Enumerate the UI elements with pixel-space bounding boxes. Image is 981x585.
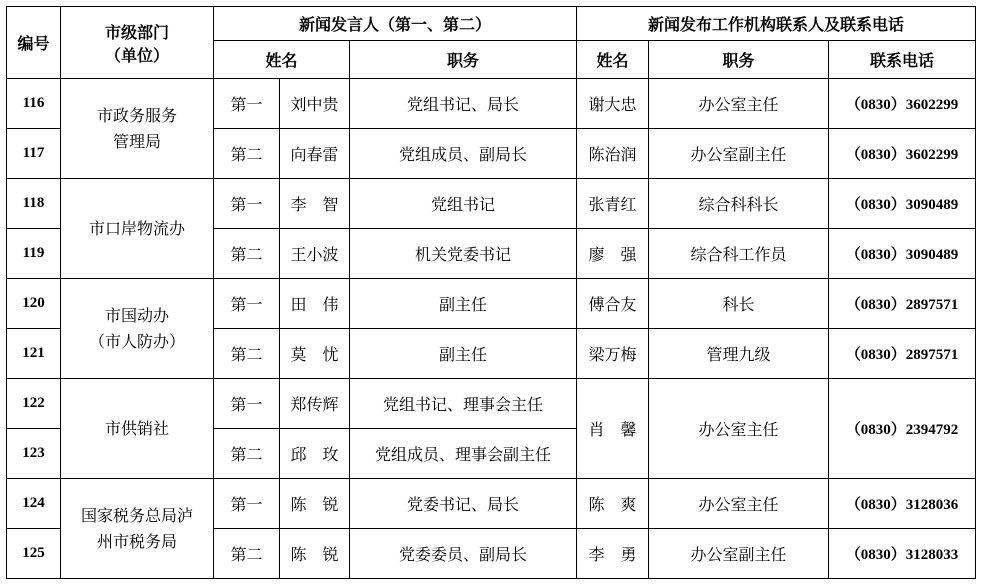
contact-name: 傅合友 [577,279,649,329]
spokesperson-position: 党组书记、局长 [350,79,577,129]
contact-phone: （0830）3128033 [829,529,976,579]
department-line: 市供销社 [104,418,169,438]
spokesperson-position: 党组书记 [350,179,577,229]
department-line: 市政务服务 [96,105,177,125]
spokesperson-name: 莫 忧 [280,329,350,379]
header-no: 编号 [7,7,61,79]
spokesperson-name: 邱 玫 [280,429,350,479]
department-cell [61,479,214,579]
spokesperson-order: 第一 [214,279,280,329]
contact-phone: （0830）3090489 [829,179,976,229]
row-number: 117 [7,129,61,179]
contact-name: 陈 爽 [577,479,649,529]
department-line: 市口岸物流办 [88,218,185,238]
spokesperson-position: 副主任 [350,279,577,329]
spokesperson-position: 党组成员、理事会副主任 [350,429,577,479]
department-line: （市人防办） [88,331,185,351]
table-row [7,79,976,129]
row-number: 124 [7,479,61,529]
contact-name: 肖 馨 [577,379,649,479]
header-contact-position: 职务 [649,41,829,79]
header-position: 职务 [350,41,577,79]
table-row [7,179,976,229]
table-row [7,479,976,529]
spokesperson-order: 第一 [214,479,280,529]
row-number: 125 [7,529,61,579]
spokesperson-order: 第二 [214,329,280,379]
row-number: 123 [7,429,61,479]
contact-position: 办公室副主任 [649,129,829,179]
row-number: 120 [7,279,61,329]
spokesperson-order: 第二 [214,229,280,279]
spokesperson-order: 第二 [214,529,280,579]
contact-phone: （0830）3602299 [829,79,976,129]
contact-position: 综合科科长 [649,179,829,229]
row-number: 116 [7,79,61,129]
row-number: 121 [7,329,61,379]
spokesperson-position: 副主任 [350,329,577,379]
department-line: 国家税务总局泸 [80,505,193,525]
spokesperson-order: 第二 [214,129,280,179]
spokesperson-name: 王小波 [280,229,350,279]
contact-phone: （0830）2897571 [829,329,976,379]
contact-position: 科长 [649,279,829,329]
row-number: 118 [7,179,61,229]
spokesperson-name: 刘中贵 [280,79,350,129]
contact-name: 谢大忠 [577,79,649,129]
contact-position: 综合科工作员 [649,229,829,279]
header-spokesperson-group: 新闻发言人（第一、第二） [214,7,577,41]
contact-name: 李 勇 [577,529,649,579]
spokesperson-table-container [6,6,976,579]
spokesperson-name: 郑传辉 [280,379,350,429]
contact-name: 廖 强 [577,229,649,279]
spokesperson-position: 党委委员、副局长 [350,529,577,579]
department-cell [61,279,214,379]
header-contact-name: 姓名 [577,41,649,79]
row-number: 122 [7,379,61,429]
contact-phone: （0830）2897571 [829,279,976,329]
table-row [7,379,976,429]
header-dept-line2: （单位） [104,45,169,65]
contact-name: 陈治润 [577,129,649,179]
spokesperson-name: 田 伟 [280,279,350,329]
department-line: 管理局 [112,131,161,151]
spokesperson-name: 李 智 [280,179,350,229]
spokesperson-order: 第一 [214,379,280,429]
contact-position: 办公室主任 [649,379,829,479]
department-cell [61,179,214,279]
spokesperson-name: 陈 锐 [280,479,350,529]
contact-phone: （0830）3128036 [829,479,976,529]
spokesperson-order: 第一 [214,79,280,129]
contact-name: 张青红 [577,179,649,229]
contact-name: 梁万梅 [577,329,649,379]
header-name: 姓名 [214,41,350,79]
spokesperson-position: 党委书记、局长 [350,479,577,529]
spokesperson-name: 向春雷 [280,129,350,179]
spokesperson-table [6,6,976,579]
header-contact-group: 新闻发布工作机构联系人及联系电话 [577,7,976,41]
header-dept-line1: 市级部门 [104,22,169,42]
contact-phone: （0830）2394792 [829,379,976,479]
department-cell [61,79,214,179]
department-line: 州市税务局 [96,531,177,551]
spokesperson-position: 机关党委书记 [350,229,577,279]
contact-phone: （0830）3602299 [829,129,976,179]
department-line: 市国动办 [104,305,169,325]
spokesperson-order: 第二 [214,429,280,479]
contact-position: 管理九级 [649,329,829,379]
department-cell [61,379,214,479]
spokesperson-position: 党组成员、副局长 [350,129,577,179]
contact-position: 办公室主任 [649,479,829,529]
contact-position: 办公室主任 [649,79,829,129]
header-phone: 联系电话 [829,41,976,79]
spokesperson-position: 党组书记、理事会主任 [350,379,577,429]
spokesperson-name: 陈 锐 [280,529,350,579]
contact-phone: （0830）3090489 [829,229,976,279]
table-row [7,279,976,329]
row-number: 119 [7,229,61,279]
spokesperson-order: 第一 [214,179,280,229]
header-dept [61,7,214,79]
contact-position: 办公室副主任 [649,529,829,579]
